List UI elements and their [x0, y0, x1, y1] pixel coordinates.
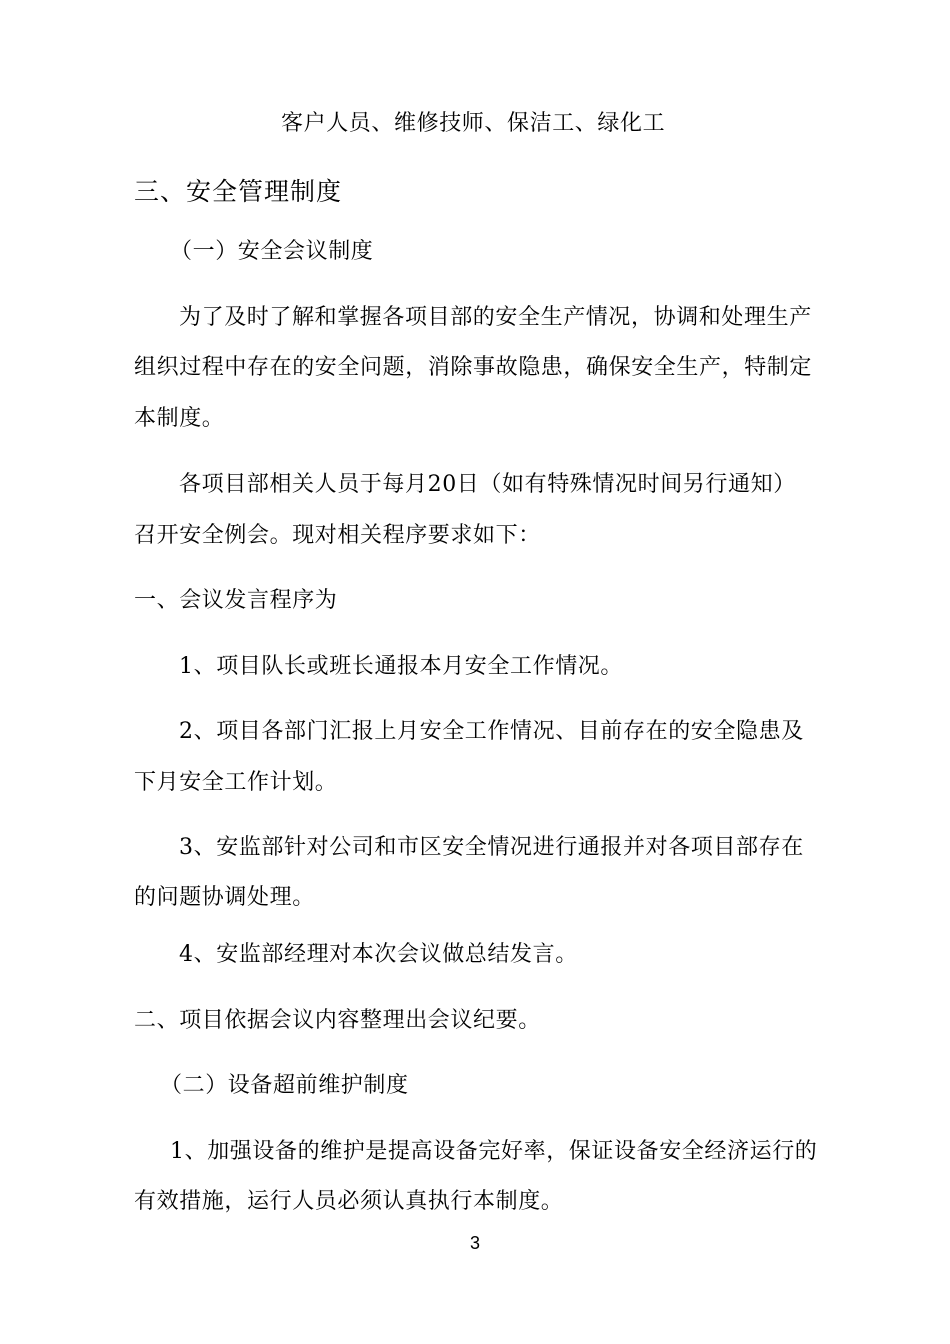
- list-item-2-line-1: 2、项目各部门汇报上月安全工作情况、目前存在的安全隐患及: [179, 719, 804, 744]
- list-item-1: 1、项目队长或班长通报本月安全工作情况。: [179, 654, 623, 679]
- subsection-heading-equipment-maintenance: （二）设备超前维护制度: [160, 1073, 409, 1098]
- paragraph-purpose-line-1: 为了及时了解和掌握各项目部的安全生产情况，协调和处理生产: [179, 305, 812, 330]
- subsection-heading-safety-meeting: （一）安全会议制度: [170, 239, 374, 264]
- paragraph-schedule-line-2: 召开安全例会。现对相关程序要求如下：: [134, 523, 541, 548]
- list-item-2-line-2: 下月安全工作计划。: [134, 770, 338, 795]
- paragraph-schedule-line-1: 各项目部相关人员于每月20日（如有特殊情况时间另行通知）: [179, 472, 796, 497]
- page-number: 3: [469, 1233, 480, 1253]
- section-heading: 三、安全管理制度: [134, 177, 343, 206]
- paragraph-purpose-line-2: 组织过程中存在的安全问题，消除事故隐患，确保安全生产，特制定: [134, 355, 813, 380]
- paragraph-maintenance-line-2: 有效措施，运行人员必须认真执行本制度。: [134, 1189, 564, 1214]
- paragraph-maintenance-line-1: 1、加强设备的维护是提高设备完好率，保证设备安全经济运行的: [170, 1139, 818, 1164]
- list-heading-meeting-minutes: 二、项目依据会议内容整理出会议纪要。: [134, 1008, 541, 1033]
- roles-line: 客户人员、维修技师、保洁工、绿化工: [281, 111, 666, 136]
- list-item-3-line-1: 3、安监部针对公司和市区安全情况进行通报并对各项目部存在: [179, 835, 804, 860]
- list-heading-speaking-order: 一、会议发言程序为: [134, 588, 338, 613]
- list-item-4: 4、安监部经理对本次会议做总结发言。: [179, 942, 578, 967]
- list-item-3-line-2: 的问题协调处理。: [134, 885, 315, 910]
- paragraph-purpose-line-3: 本制度。: [134, 406, 225, 431]
